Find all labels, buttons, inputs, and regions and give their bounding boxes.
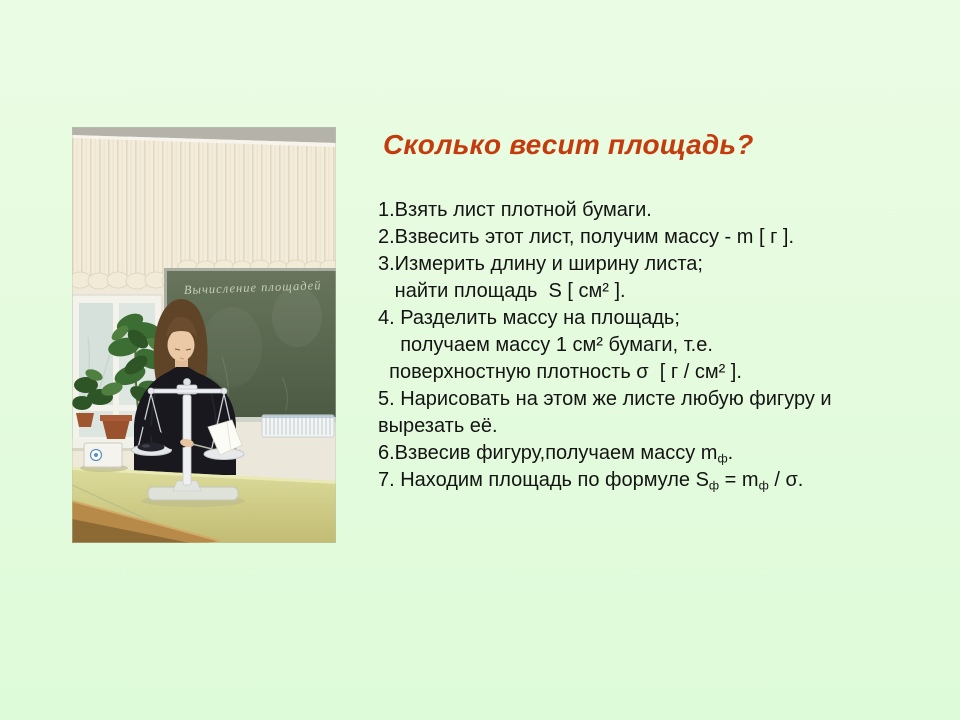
step-line: 6.Взвесив фигуру,получаем массу $m_ф$. xyxy=(378,442,734,466)
step-line: 3.Измерить длину и ширину листа; xyxy=(378,253,703,275)
step-line: получаем массу 1 см² бумаги, т.е. xyxy=(378,334,713,356)
steps-list xyxy=(378,197,938,494)
step-line: найти площадь S [ см² ]. xyxy=(378,280,626,302)
step-line: поверхностную плотность σ [ г / см² ]. xyxy=(378,361,742,383)
step-line: вырезать её. xyxy=(378,415,498,437)
step-line: 1.Взять лист плотной бумаги. xyxy=(378,199,652,221)
step-line: 7. Находим площадь по формуле $S_ф = m_ф / \sigma$. xyxy=(378,469,804,493)
classroom-photo xyxy=(72,127,336,543)
chalkboard-text: Вычисление площадей xyxy=(183,278,322,297)
radiator xyxy=(262,415,334,437)
classroom-photo-graphic xyxy=(72,127,336,543)
step-line: 2.Взвесить этот лист, получим массу - m [ г ]. xyxy=(378,226,795,248)
window-blinds xyxy=(72,133,336,289)
slide-title: Сколько весит площадь? xyxy=(383,129,754,160)
step-line: 4. Разделить массу на площадь; xyxy=(378,307,680,329)
weights-on-pan xyxy=(138,443,165,452)
step-line: 5. Нарисовать на этом же листе любую фигуру и xyxy=(378,388,832,410)
white-box xyxy=(80,443,128,472)
